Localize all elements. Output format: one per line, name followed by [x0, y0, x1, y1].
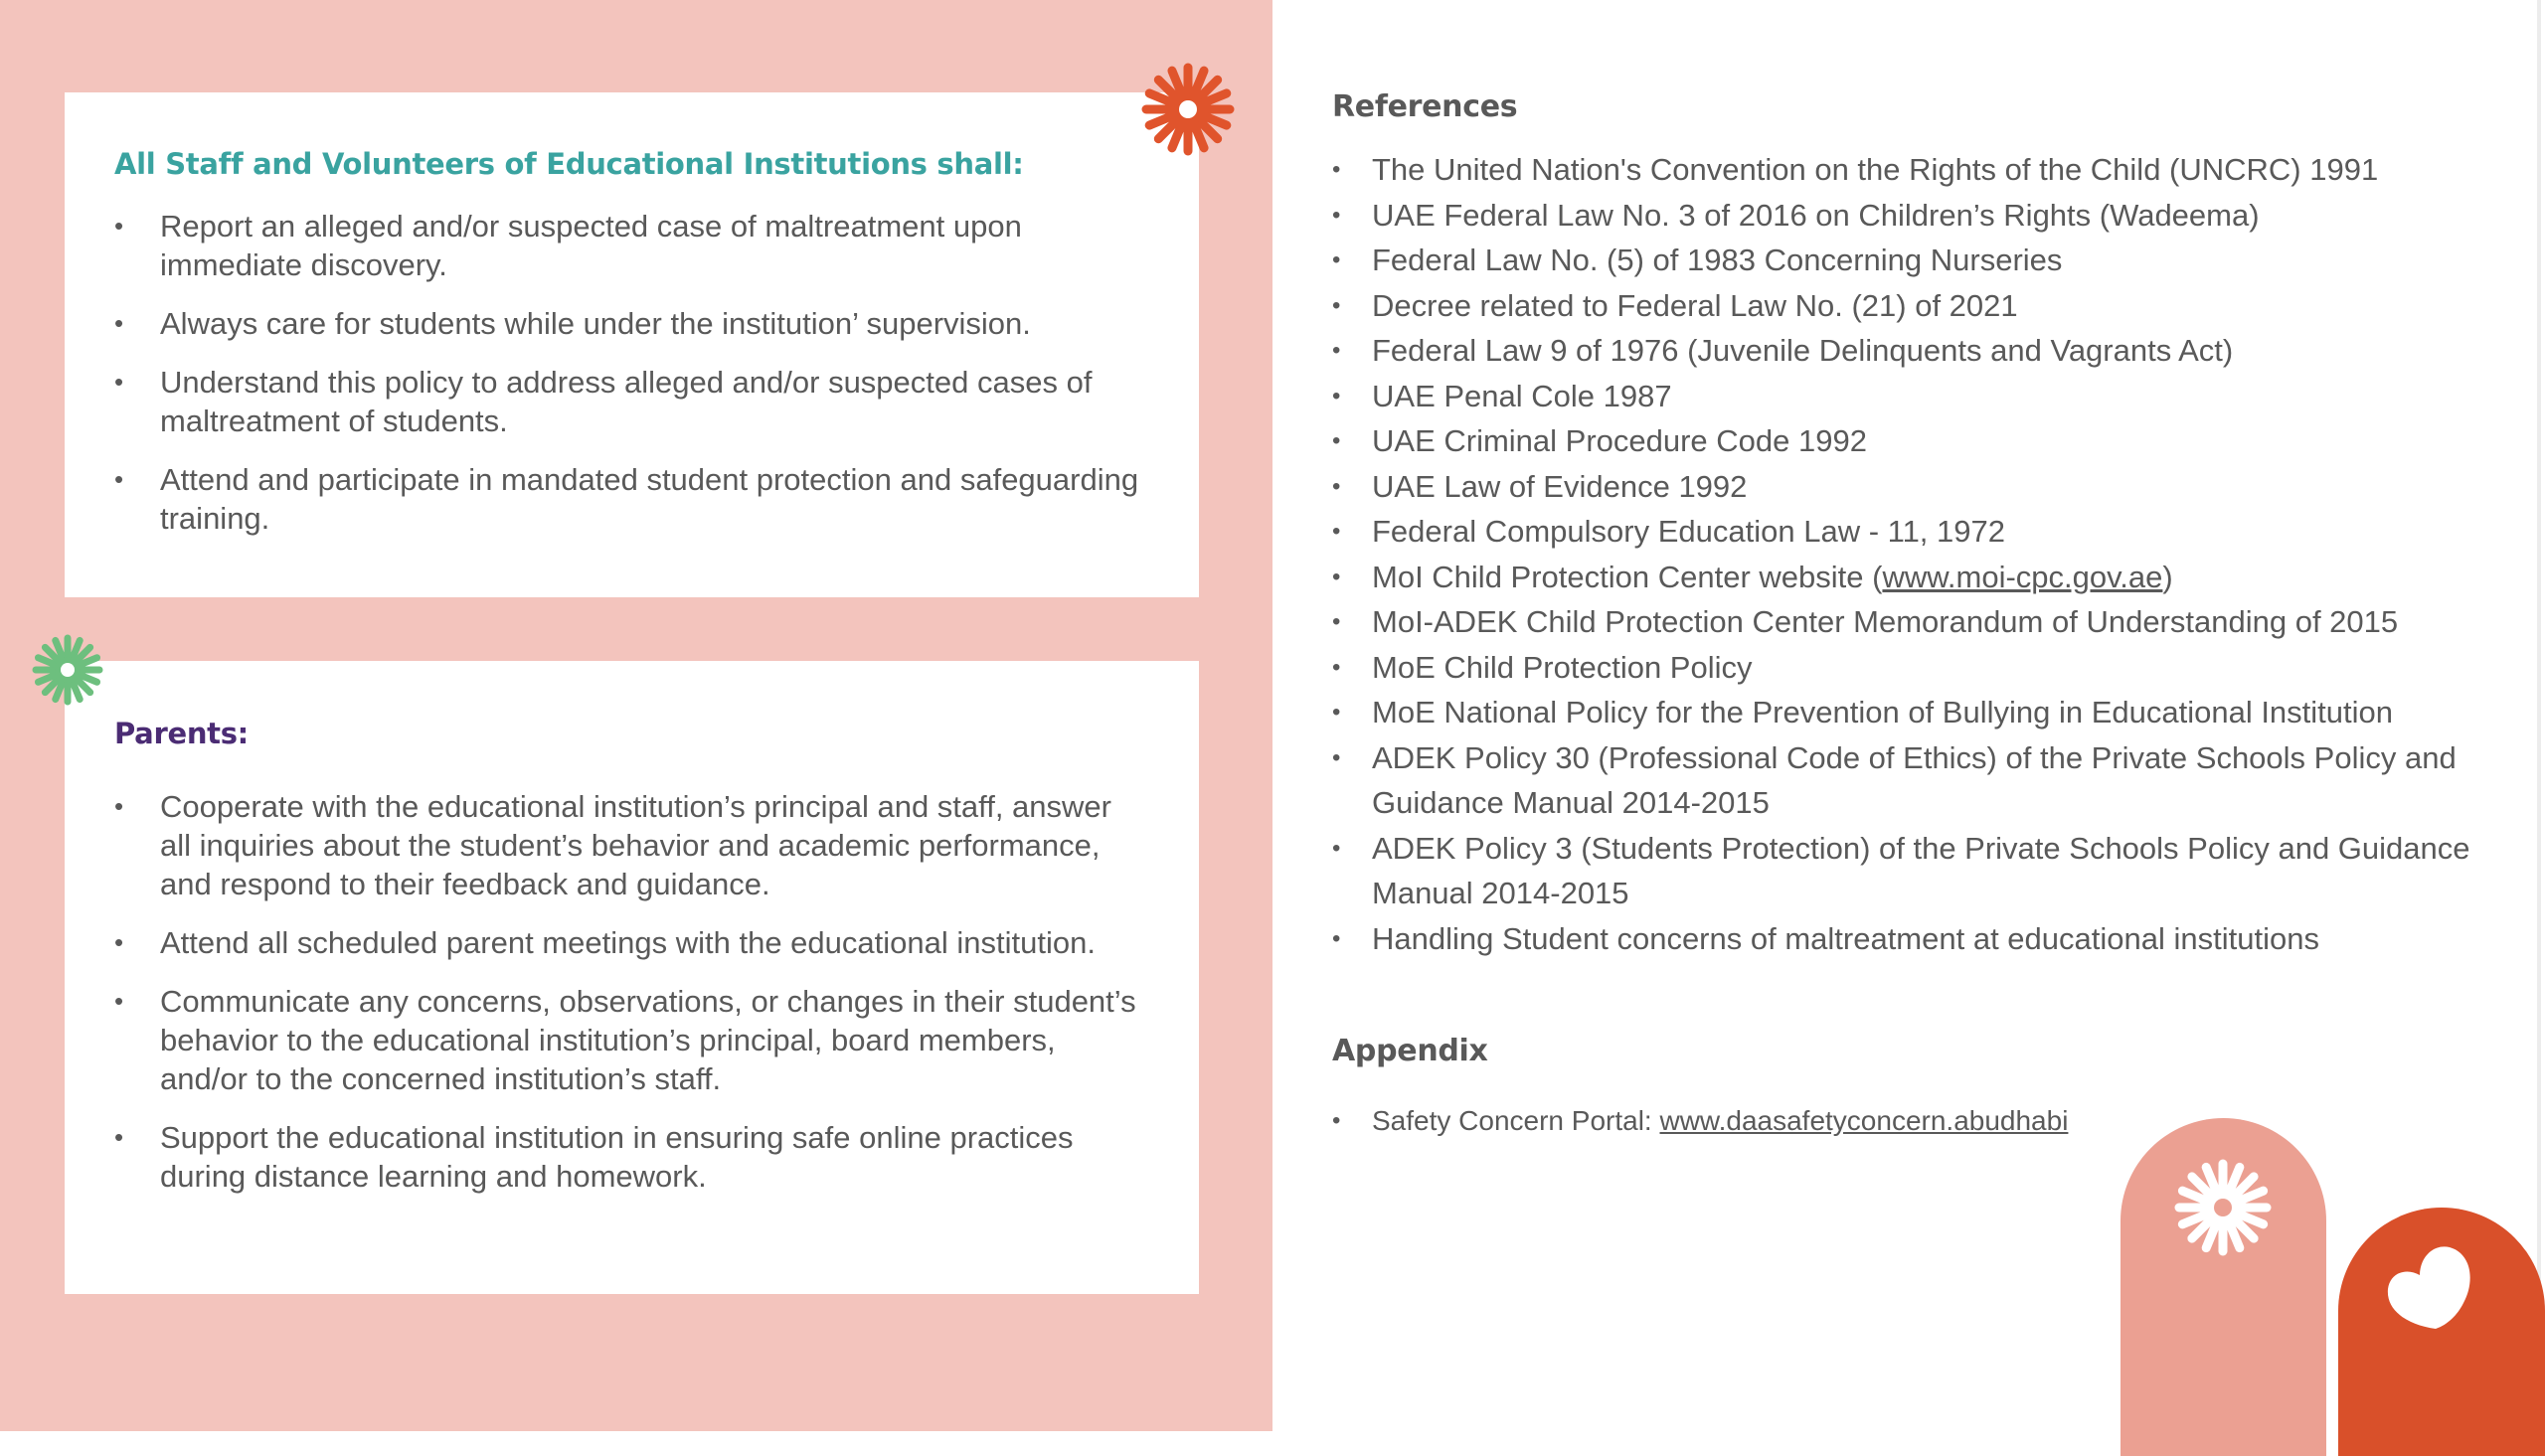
- bullet-icon: •: [1332, 337, 1341, 364]
- page-edge: [2537, 0, 2541, 1431]
- list-item-text: Attend all scheduled parent meetings with the educational institution.: [160, 925, 1096, 960]
- reference-text: UAE Penal Cole 1987: [1372, 378, 1672, 413]
- reference-item: [1332, 283, 2525, 329]
- bullet-icon: •: [1332, 201, 1341, 229]
- bullet-icon: •: [1332, 427, 1341, 454]
- list-item: [114, 207, 1139, 284]
- list-item: [114, 460, 1139, 538]
- list-item-text: Attend and participate in mandated student protection and safeguarding training.: [160, 462, 1139, 536]
- reference-item: [1332, 645, 2525, 691]
- decorative-orange-pill: [2338, 1208, 2545, 1456]
- bullet-icon: •: [1332, 608, 1341, 635]
- bullet-icon: •: [1332, 156, 1341, 183]
- reference-suffix: ): [2162, 559, 2173, 594]
- reference-text: MoE Child Protection Policy: [1372, 649, 1753, 685]
- staff-list: [114, 207, 1139, 558]
- green-flower-icon: [32, 634, 103, 706]
- bullet-icon: •: [114, 986, 124, 1016]
- reference-text: ADEK Policy 30 (Professional Code of Ethics) of the Private Schools Policy and Guidance Manual 2014-2015: [1372, 739, 2457, 820]
- reference-item: [1332, 418, 2525, 464]
- flower-center: [1179, 100, 1197, 118]
- list-item: [114, 363, 1139, 440]
- list-item-text: Report an alleged and/or suspected case of maltreatment upon immediate discovery.: [160, 209, 1022, 282]
- reference-text: Federal Compulsory Education Law - 11, 1972: [1372, 514, 2005, 549]
- bullet-icon: •: [1332, 291, 1341, 319]
- reference-text: UAE Federal Law No. 3 of 2016 on Children’s Rights (Wadeema): [1372, 197, 2260, 233]
- reference-text: The United Nation's Convention on the Rights of the Child (UNCRC) 1991: [1372, 152, 2379, 187]
- reference-item: [1332, 464, 2525, 510]
- list-item-text: Always care for students while under the institution’ supervision.: [160, 306, 1031, 341]
- reference-link[interactable]: www.moi-cpc.gov.ae: [1882, 559, 2163, 594]
- reference-item: [1332, 193, 2525, 239]
- bullet-icon: •: [114, 308, 124, 338]
- reference-text: Federal Law No. (5) of 1983 Concerning Nurseries: [1372, 243, 2063, 277]
- parents-heading: Parents:: [114, 717, 249, 750]
- white-flower-icon: [2173, 1158, 2273, 1257]
- reference-item: [1332, 916, 2525, 962]
- bullet-icon: •: [1332, 563, 1341, 590]
- bullet-icon: •: [1332, 924, 1341, 952]
- reference-text: MoI-ADEK Child Protection Center Memorandum of Understanding of 2015: [1372, 604, 2399, 639]
- list-item-text: Cooperate with the educational institution’s principal and staff, answer all inquiries about the student’s behavior and academic performance, and respond to their feedback and guidance.: [160, 789, 1111, 901]
- bullet-icon: •: [114, 1122, 124, 1152]
- list-item: [114, 982, 1139, 1098]
- orange-flower-icon: [1140, 62, 1236, 157]
- bullet-icon: •: [1332, 472, 1341, 500]
- list-item: [114, 787, 1139, 903]
- reference-item: [1332, 238, 2525, 283]
- list-item-text: Support the educational institution in ensuring safe online practices during distance learning and homework.: [160, 1120, 1074, 1194]
- bullet-icon: •: [1332, 246, 1341, 273]
- flower-center: [61, 663, 75, 677]
- bullet-icon: •: [1332, 743, 1341, 771]
- bullet-icon: •: [114, 791, 124, 821]
- heart-icon: [2378, 1237, 2487, 1337]
- reference-item: [1332, 690, 2525, 735]
- list-item-text: Communicate any concerns, observations, or changes in their student’s behavior to the educational institution’s principal, board members, and/or to the concerned institution’s staff.: [160, 984, 1136, 1096]
- reference-item: [1332, 555, 2525, 600]
- bullet-icon: •: [114, 464, 124, 494]
- reference-item: [1332, 147, 2525, 193]
- reference-item: [1332, 509, 2525, 555]
- bullet-icon: •: [1332, 518, 1341, 545]
- reference-text: UAE Law of Evidence 1992: [1372, 468, 1748, 504]
- reference-item: [1332, 826, 2525, 916]
- flower-center: [2214, 1199, 2232, 1216]
- right-panel: [1272, 0, 2541, 1431]
- reference-text: MoE National Policy for the Prevention of Bullying in Educational Institution: [1372, 695, 2394, 729]
- reference-text: ADEK Policy 3 (Students Protection) of the Private Schools Policy and Guidance Manual 2014-2015: [1372, 830, 2470, 910]
- reference-text: Safety Concern Portal:: [1372, 1105, 1660, 1136]
- references-title: References: [1332, 89, 1518, 124]
- reference-link[interactable]: www.daasafetyconcern.abudhabi: [1659, 1105, 2069, 1136]
- bullet-icon: •: [114, 367, 124, 397]
- bullet-icon: •: [1332, 1107, 1341, 1134]
- bullet-icon: •: [114, 211, 124, 241]
- list-item: [114, 1118, 1139, 1196]
- parents-list: [114, 787, 1139, 1215]
- bullet-icon: •: [1332, 699, 1341, 726]
- reference-text: UAE Criminal Procedure Code 1992: [1372, 423, 1867, 458]
- reference-text: Federal Law 9 of 1976 (Juvenile Delinquents and Vagrants Act): [1372, 333, 2234, 368]
- staff-responsibilities-card: [65, 92, 1199, 597]
- references-list: [1332, 147, 2525, 961]
- bullet-icon: •: [1332, 382, 1341, 409]
- list-item: [114, 304, 1139, 343]
- left-panel: [0, 0, 1272, 1431]
- bullet-icon: •: [1332, 834, 1341, 862]
- reference-text: Handling Student concerns of maltreatment at educational institutions: [1372, 920, 2319, 956]
- bullet-icon: •: [114, 927, 124, 957]
- reference-item: [1332, 599, 2525, 645]
- staff-heading: All Staff and Volunteers of Educational Institutions shall:: [114, 147, 1024, 181]
- reference-item: [1332, 735, 2525, 826]
- reference-text: Decree related to Federal Law No. (21) of 2021: [1372, 287, 2018, 323]
- reference-text: MoI Child Protection Center website (: [1372, 559, 1883, 594]
- decorative-pink-pill: [2121, 1118, 2326, 1456]
- parents-responsibilities-card: [65, 661, 1199, 1294]
- list-item: [114, 923, 1139, 962]
- reference-item: [1332, 328, 2525, 374]
- reference-item: [1332, 374, 2525, 419]
- reference-item: [1332, 1101, 2068, 1141]
- appendix-list: [1332, 1101, 2068, 1141]
- appendix-title: Appendix: [1332, 1034, 1488, 1068]
- list-item-text: Understand this policy to address alleged and/or suspected cases of maltreatment of students.: [160, 365, 1093, 438]
- bullet-icon: •: [1332, 653, 1341, 681]
